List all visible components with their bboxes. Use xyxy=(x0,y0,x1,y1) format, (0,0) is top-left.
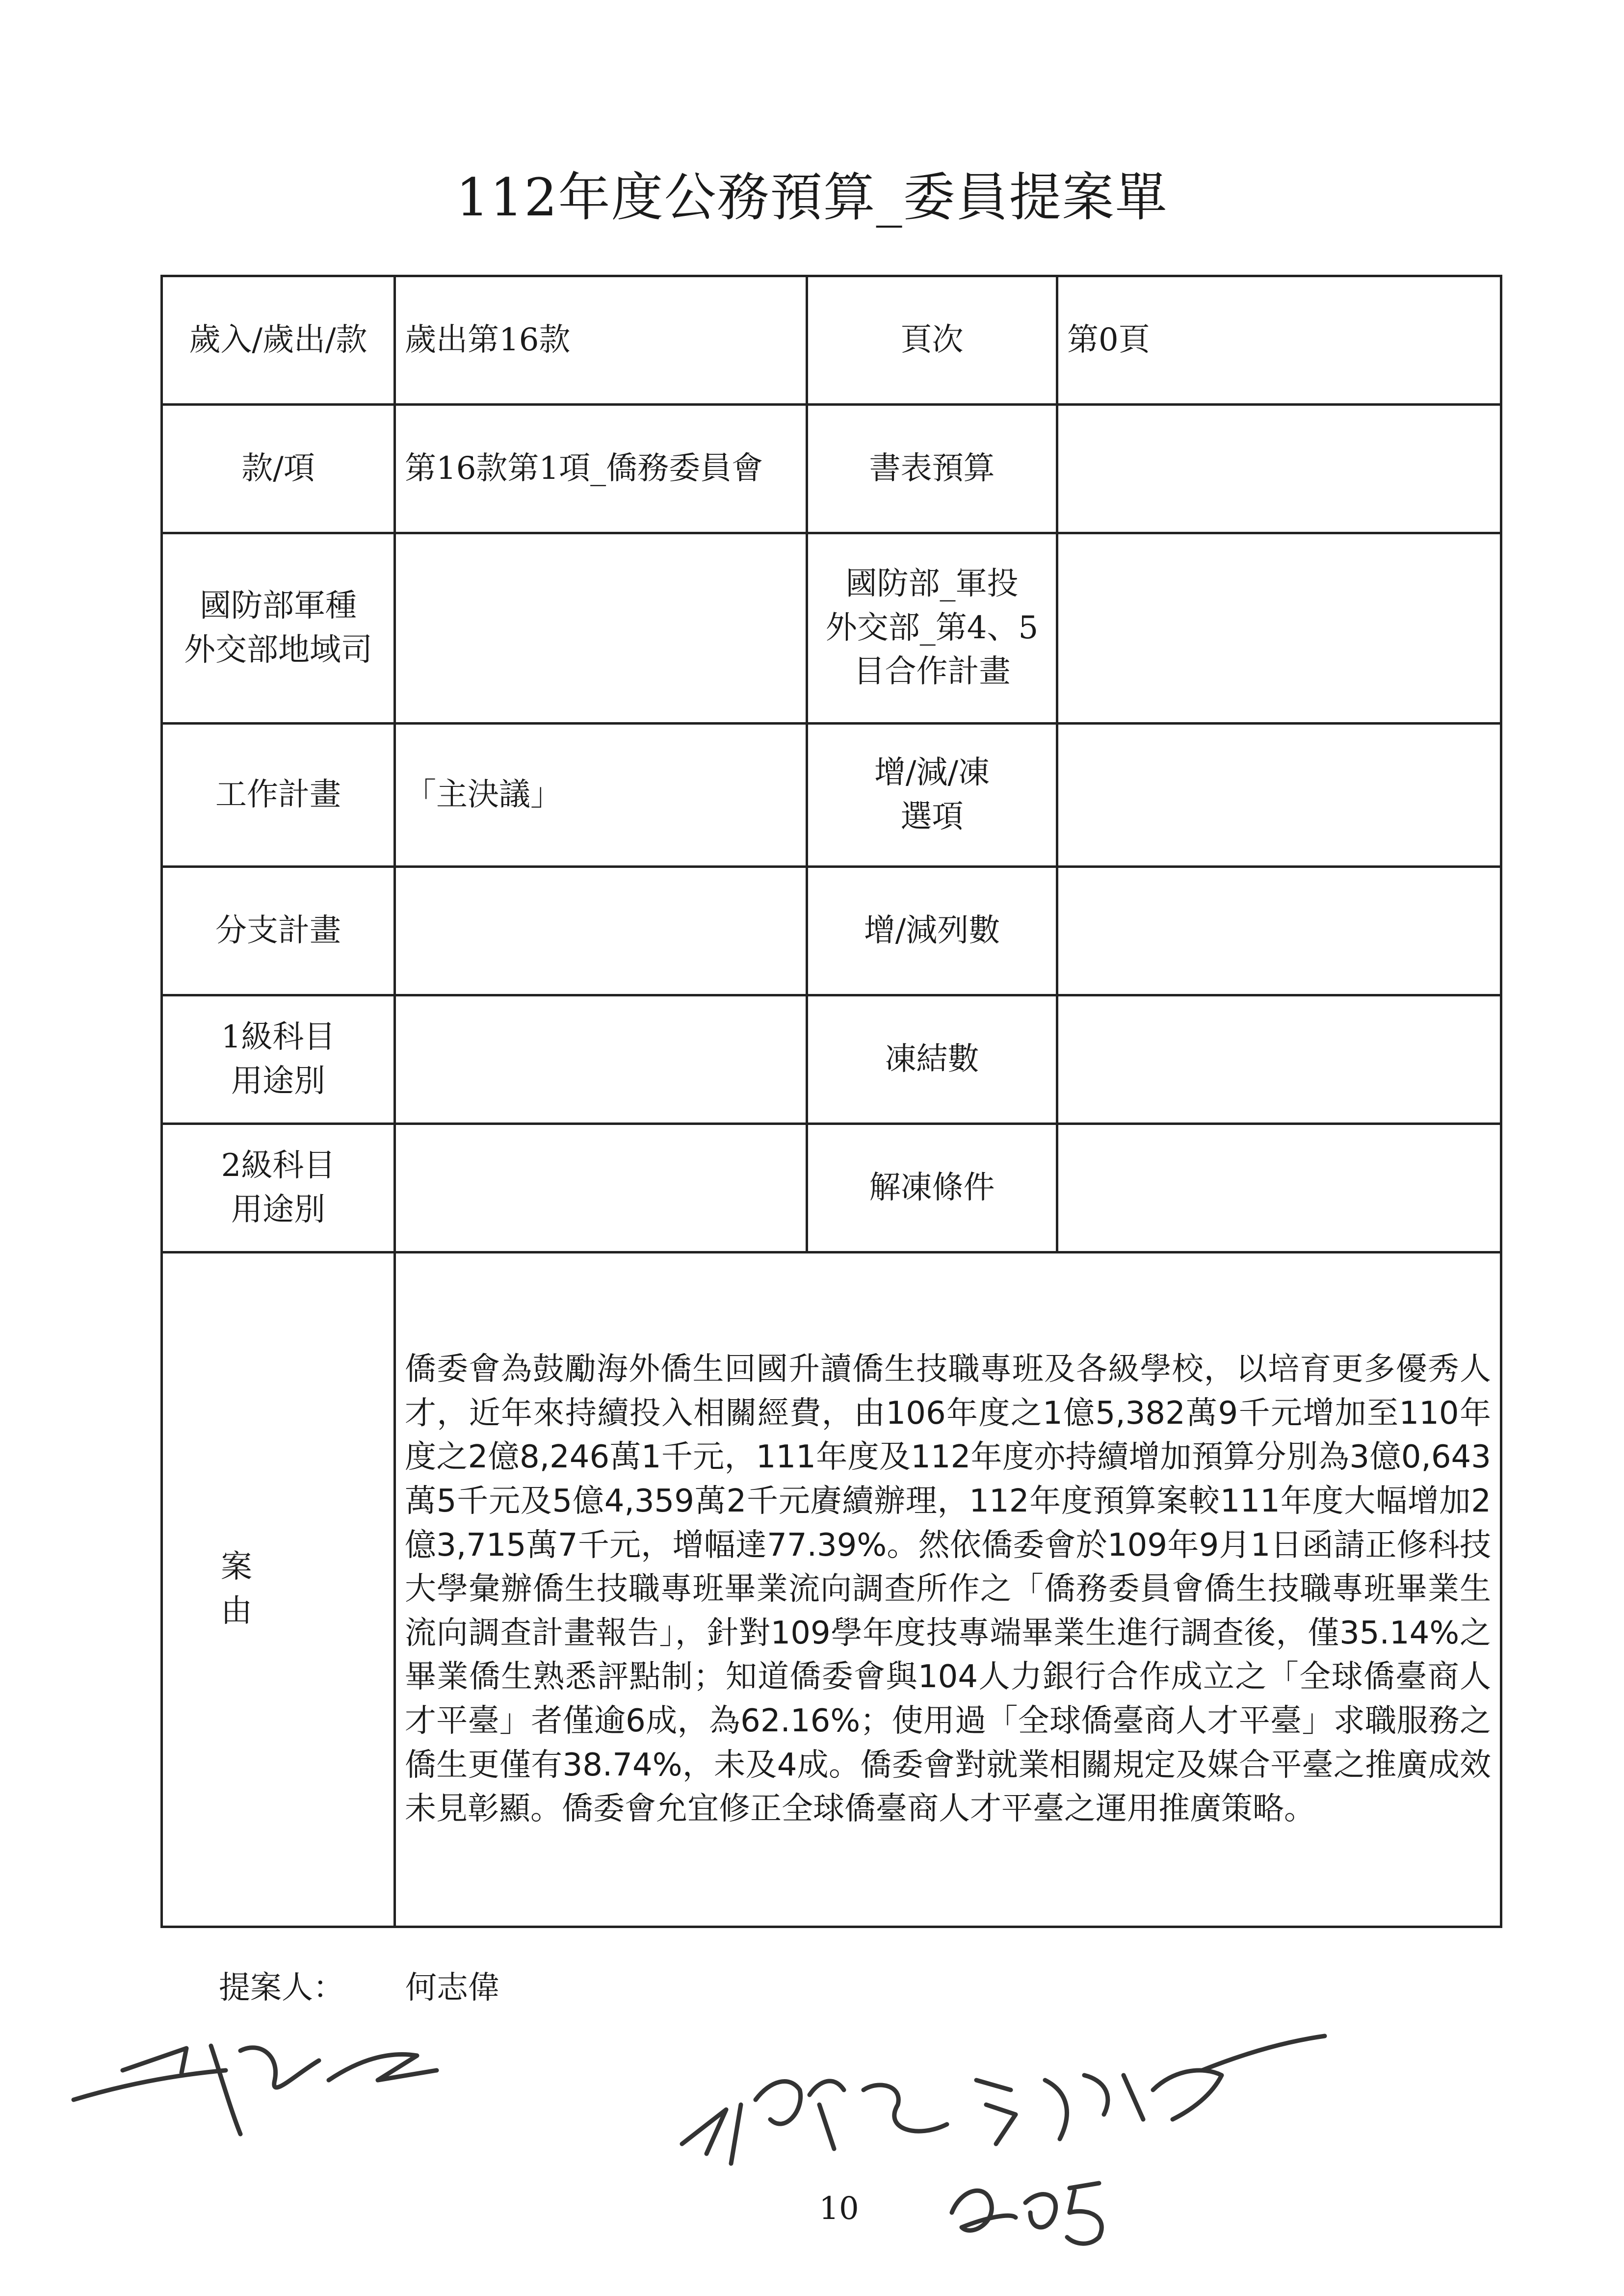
proposer-line xyxy=(219,1962,499,2008)
label-defense-plan-line3: 目合作計畫 xyxy=(853,653,1011,690)
label-defense-foreign xyxy=(162,533,395,724)
form-row-reason xyxy=(162,1252,1501,1927)
value-level2-subject xyxy=(395,1124,807,1252)
form-row-level1-subject xyxy=(162,995,1501,1124)
label-defense-plan-line1: 國防部_軍投 xyxy=(845,566,1019,602)
value-frozen-amount xyxy=(1057,995,1501,1124)
form-row-level2-subject xyxy=(162,1124,1501,1252)
label-adjust-option xyxy=(807,724,1057,867)
value-defense-plan xyxy=(1057,533,1501,724)
value-adjust-option xyxy=(1057,724,1501,867)
label-defense-line2: 外交部地域司 xyxy=(184,631,372,668)
label-level2-line2: 用途別 xyxy=(231,1191,325,1228)
page-number: 10 xyxy=(819,2191,859,2227)
signature-1-icon xyxy=(64,2002,456,2149)
value-defense-foreign xyxy=(395,533,807,724)
form-row-section-item xyxy=(162,405,1501,533)
label-reason-text: 案由 xyxy=(221,1549,336,1629)
label-defense-line1: 國防部軍種 xyxy=(200,587,357,624)
label-frozen-amount: 凍結數 xyxy=(807,995,1057,1124)
handwritten-number-icon xyxy=(942,2144,1119,2252)
label-adjust-amount: 增/減列數 xyxy=(807,867,1057,995)
label-page: 頁次 xyxy=(807,276,1057,405)
label-unfreeze-condition: 解凍條件 xyxy=(807,1124,1057,1252)
value-reason xyxy=(395,1252,1501,1927)
proposal-form-table xyxy=(160,275,1502,1928)
label-adjust-option-line1: 增/減/凍 xyxy=(874,754,990,791)
label-budget-type: 歲入/歲出/款 xyxy=(162,276,395,405)
value-unfreeze-condition xyxy=(1057,1124,1501,1252)
reason-paragraph: 僑委會為鼓勵海外僑生回國升讀僑生技職專班及各級學校，以培育更多優秀人才，近年來持續投入相關經費，由106年度之1億5,382萬9千元增加至110年度之2億8,246萬1千元，111年度及112年度亦持續增加預算分別為3億0,643萬5千元及5億4,359萬2千元賡續辦理，112年度預算案較111年度大幅增加2億3,715萬7千元，增幅達77.39%。然依僑委會於109年9月1日函請正修科技大學彙辦僑生技職專班畢業流向調查所作之「僑務委員會僑生技職專班畢業生流向調查計畫報告」，針對109學年度技專端畢業生進行調查後，僅35.14%之畢業僑生熟悉評點制；知道僑委會與104人力銀行合作成立之「全球僑臺商人才平臺」者僅逾6成，為62.16%；使用過「全球僑臺商人才平臺」求職服務之僑生更僅有38.74%，未及4成。僑委會對就業相關規定及媒合平臺之推廣成效未見彰顯。僑委會允宜修正全球僑臺商人才平臺之運用推廣策略。 xyxy=(405,1351,1491,1827)
label-branch-plan: 分支計畫 xyxy=(162,867,395,995)
value-adjust-amount xyxy=(1057,867,1501,995)
proposer-label: 提案人： xyxy=(219,1970,344,2006)
value-work-plan: 「主決議」 xyxy=(395,724,807,867)
form-row-work-plan xyxy=(162,724,1501,867)
label-level1-line1: 1級科目 xyxy=(221,1018,336,1055)
label-defense-plan xyxy=(807,533,1057,724)
label-level2-line1: 2級科目 xyxy=(221,1147,336,1184)
form-row-branch-plan xyxy=(162,867,1501,995)
form-row-budget-type xyxy=(162,276,1501,405)
label-statement-budget: 書表預算 xyxy=(807,405,1057,533)
label-reason xyxy=(162,1252,395,1927)
label-adjust-option-line2: 選項 xyxy=(900,798,964,835)
value-statement-budget xyxy=(1057,405,1501,533)
label-defense-plan-line2: 外交部_第4、5 xyxy=(825,609,1039,646)
value-section-item: 第16款第1項_僑務委員會 xyxy=(395,405,807,533)
label-level1-line2: 用途別 xyxy=(231,1063,325,1099)
label-work-plan: 工作計畫 xyxy=(162,724,395,867)
proposer-name: 何志偉 xyxy=(405,1970,499,2006)
value-level1-subject xyxy=(395,995,807,1124)
label-section-item: 款/項 xyxy=(162,405,395,533)
label-level2-subject xyxy=(162,1124,395,1252)
value-page: 第0頁 xyxy=(1057,276,1501,405)
value-branch-plan xyxy=(395,867,807,995)
label-level1-subject xyxy=(162,995,395,1124)
value-budget-type: 歲出第16款 xyxy=(395,276,807,405)
document-title: 112年度公務預算_委員提案單 xyxy=(456,167,1168,228)
form-row-defense-foreign xyxy=(162,533,1501,724)
